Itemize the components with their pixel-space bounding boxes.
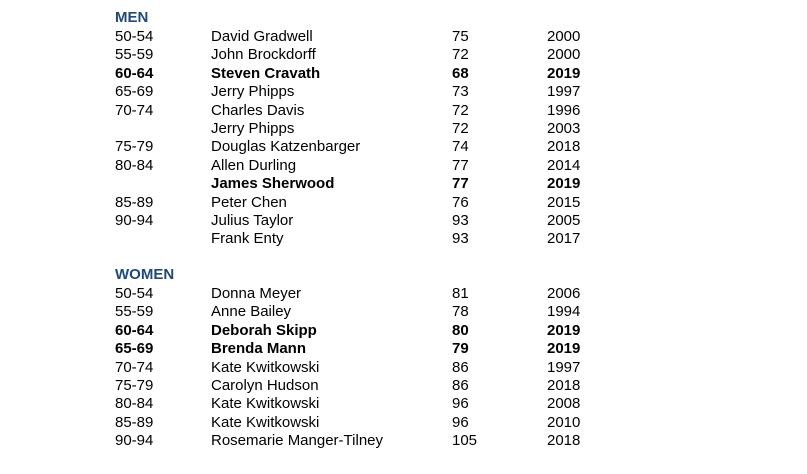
record-holder-name: Allen Durling (211, 156, 297, 174)
record-score: 86 (452, 358, 469, 376)
record-year: 2019 (547, 340, 581, 358)
record-year: 2005 (547, 212, 581, 229)
record-row (0, 230, 807, 248)
age-group: 85-89 (115, 193, 154, 211)
record-year: 2003 (547, 120, 581, 137)
record-holder-name: James Sherwood (211, 175, 335, 193)
record-score: 77 (452, 175, 469, 193)
record-holder-name: David Gradwell (211, 28, 313, 45)
record-row (0, 322, 807, 340)
record-year: 2008 (547, 395, 581, 413)
record-holder-name: Julius Taylor (211, 212, 294, 229)
record-year: 2006 (547, 285, 581, 302)
record-holder-name: Steven Cravath (211, 64, 321, 82)
record-holder-name: Douglas Katzenbarger (211, 138, 361, 156)
age-group: 55-59 (115, 46, 154, 64)
record-holder-name: Jerry Phipps (211, 83, 295, 101)
record-row (0, 303, 807, 321)
age-group: 80-84 (115, 395, 154, 413)
record-holder-name: John Brockdorff (211, 46, 316, 64)
record-row (0, 414, 807, 432)
record-holder-name: Anne Bailey (211, 303, 292, 321)
age-group: 60-64 (115, 321, 154, 339)
age-group: 75-79 (115, 138, 154, 156)
record-row (0, 157, 807, 175)
record-score: 72 (452, 46, 469, 64)
record-score: 79 (452, 340, 469, 358)
record-year: 1997 (547, 358, 581, 376)
record-holder-name: Frank Enty (211, 230, 284, 248)
record-row (0, 395, 807, 413)
record-row (0, 285, 807, 303)
age-group: 85-89 (115, 413, 154, 431)
section-title-1: WOMEN (115, 266, 175, 283)
age-group: 90-94 (115, 212, 154, 229)
record-holder-name: Kate Kwitkowski (211, 413, 320, 431)
record-score: 86 (452, 377, 469, 394)
record-row (0, 120, 807, 138)
age-group: 80-84 (115, 156, 154, 174)
record-score: 68 (452, 64, 469, 82)
record-row (0, 194, 807, 212)
record-holder-name: Carolyn Hudson (211, 377, 319, 394)
record-score: 77 (452, 156, 469, 174)
record-score: 72 (452, 101, 469, 119)
record-row (0, 138, 807, 156)
record-holder-name: Jerry Phipps (211, 120, 295, 137)
record-year: 2014 (547, 156, 581, 174)
record-holder-name: Rosemarie Manger-Tilney (211, 432, 384, 450)
record-score: 105 (452, 432, 478, 450)
record-score: 96 (452, 395, 469, 413)
record-score: 75 (452, 28, 469, 45)
record-score: 93 (452, 230, 469, 248)
record-holder-name: Charles Davis (211, 101, 305, 119)
age-group: 55-59 (115, 303, 154, 321)
record-year: 1997 (547, 83, 581, 101)
record-row (0, 102, 807, 120)
record-year: 2019 (547, 64, 581, 82)
record-year: 2010 (547, 413, 581, 431)
record-year: 2000 (547, 46, 581, 64)
record-year: 2019 (547, 175, 581, 193)
record-row (0, 359, 807, 377)
record-row (0, 83, 807, 101)
record-row (0, 212, 807, 230)
age-group: 75-79 (115, 377, 154, 394)
record-year: 1994 (547, 303, 581, 321)
age-group: 70-74 (115, 358, 154, 376)
record-score: 96 (452, 413, 469, 431)
section-title-0: MEN (115, 9, 149, 26)
record-score: 80 (452, 321, 469, 339)
record-year: 2019 (547, 321, 581, 339)
record-score: 76 (452, 193, 469, 211)
record-row (0, 46, 807, 64)
record-row (0, 340, 807, 358)
record-holder-name: Kate Kwitkowski (211, 358, 320, 376)
age-group: 70-74 (115, 101, 154, 119)
record-holder-name: Kate Kwitkowski (211, 395, 320, 413)
age-group: 60-64 (115, 64, 154, 82)
age-group: 90-94 (115, 432, 154, 450)
record-score: 72 (452, 120, 469, 137)
record-score: 74 (452, 138, 469, 156)
record-holder-name: Deborah Skipp (211, 321, 317, 339)
record-score: 81 (452, 285, 469, 302)
record-year: 2018 (547, 377, 581, 394)
record-year: 2015 (547, 193, 581, 211)
record-score: 93 (452, 212, 469, 229)
record-row (0, 377, 807, 395)
record-year: 2000 (547, 28, 581, 45)
age-group: 65-69 (115, 340, 154, 358)
age-group: 65-69 (115, 83, 154, 101)
record-holder-name: Brenda Mann (211, 340, 307, 358)
age-group: 50-54 (115, 285, 154, 302)
record-score: 78 (452, 303, 469, 321)
record-row (0, 65, 807, 83)
record-year: 2018 (547, 432, 581, 450)
record-year: 2018 (547, 138, 581, 156)
record-holder-name: Peter Chen (211, 193, 287, 211)
record-row (0, 432, 807, 450)
record-year: 2017 (547, 230, 581, 248)
age-group: 50-54 (115, 28, 154, 45)
record-holder-name: Donna Meyer (211, 285, 302, 302)
record-year: 1996 (547, 101, 581, 119)
record-row (0, 28, 807, 46)
record-row (0, 175, 807, 193)
record-score: 73 (452, 83, 469, 101)
